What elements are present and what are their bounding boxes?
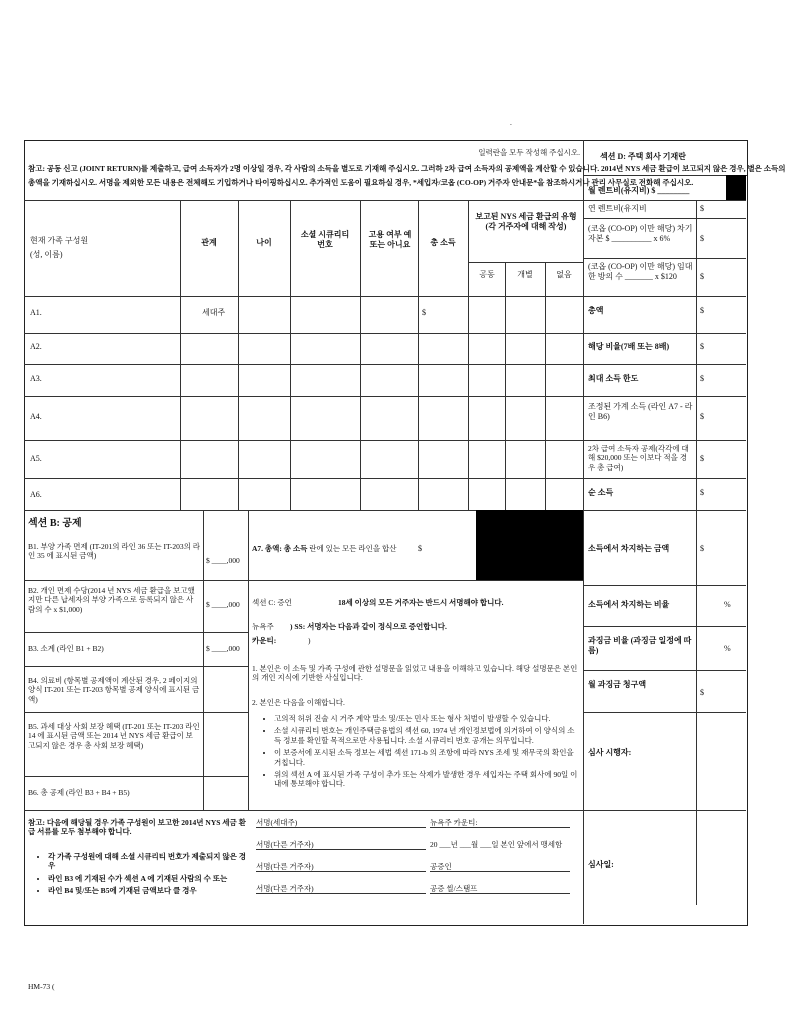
header-individual: 개별 (517, 270, 533, 279)
rule (583, 296, 746, 297)
row-label: A3. (30, 374, 42, 383)
a7-label-rest: 란에 있는 모든 라인을 합산 (307, 544, 397, 553)
col-line (248, 510, 249, 810)
col-line (238, 200, 239, 510)
notary[interactable]: 공증인 (430, 862, 570, 872)
col-line (290, 200, 291, 510)
sig-date[interactable]: 20 ___년 ___월 ___일 본인 앞에서 맹세함 (430, 840, 563, 849)
sd-row-14[interactable]: 심사 시행자: (588, 748, 632, 757)
row-label: A4. (30, 412, 42, 421)
header-members: 현재 가족 구성원 (30, 236, 89, 245)
col-line (180, 200, 181, 510)
header-total-income: 총 소득 (430, 238, 456, 247)
sd-dollar[interactable]: $ (700, 454, 704, 463)
c-bullet: • 고의적 허위 진술 시 거주 계약 말소 및/또는 민사 또는 형사 처벌이 발생할 수 있습니다. (274, 714, 580, 723)
section-c-title-rest: 18세 이상의 모든 거주자는 반드시 서명해야 합니다. (338, 598, 504, 607)
top-dot: . (510, 118, 512, 127)
ny-county: 뉴욕주 (252, 622, 274, 631)
row-label: A5. (30, 454, 42, 463)
rule (24, 478, 583, 479)
sd-row-2[interactable]: (코옵 (CO-OP) 이만 해당) 차기자본 $ __________ x 6% (588, 224, 693, 243)
b2-amt[interactable]: $ ____,000 (206, 600, 240, 609)
c-bullet: • 소셜 시큐리티 번호는 개인주택금융법의 섹션 60, 1974 년 개인정보법에 의거하여 이 양식의 소득 정보를 확인할 목적으로만 사용됩니다. 소셜 시큐리티 번호 공개는 의무입니다. (274, 726, 580, 745)
header-employed: 고용 여부 예 또는 아니요 (368, 230, 412, 249)
a7-label-bold: A7. 총액: 총 소득 (252, 544, 308, 553)
rule (248, 580, 583, 581)
form-code: HM-73 ( (28, 982, 55, 991)
sd-dollar[interactable]: $ (700, 544, 704, 553)
bottom-bullet: • 라인 B4 및/또는 B5에 기재된 금액보다 클 경우 (48, 886, 248, 895)
col-line (203, 510, 204, 810)
c-item-1: 1. 본인은 이 소득 및 가족 구성에 관한 설명문을 읽었고 내용을 이해하고 있습니다. 해당 설명문은 본인의 개인 지식에 기반한 사실입니다. (252, 664, 578, 683)
rule (24, 200, 583, 201)
c-item-2: 2. 본인은 다음을 이해합니다. (252, 698, 345, 707)
section-b-title: 섹션 B: 공제 (28, 518, 82, 529)
notary-seal[interactable]: 공증 씰/스탬프 (430, 884, 570, 894)
rule (583, 258, 746, 259)
a7-dollar[interactable]: $ (418, 544, 422, 553)
sd-row-11: 소득에서 차지하는 비율 (588, 600, 670, 609)
header-none: 없음 (556, 270, 572, 279)
sd-percent[interactable]: % (724, 644, 731, 653)
sd-row-8: 2차 급여 소득자 공제(각각에 대해 $20,000 또는 이보다 적을 경우 총 급여) (588, 444, 689, 472)
sd-dollar[interactable]: $ (700, 374, 704, 383)
sd-dollar[interactable]: $ (700, 342, 704, 351)
row-income[interactable]: $ (422, 308, 426, 317)
sd-row-7: 조정된 가계 소득 (라인 A7 - 라인 B6) (588, 402, 693, 421)
row-label: A6. (30, 490, 42, 499)
rule (583, 364, 746, 365)
row-label: A1. (30, 308, 42, 317)
rule (24, 810, 583, 811)
sd-row-10: 소득에서 차지하는 금액 (588, 544, 670, 553)
sd-row-9: 순 소득 (588, 488, 614, 497)
black-block (476, 510, 583, 580)
b4: B4. 의료비 (항목별 공제액이 계산된 경우, 2 페이지의 양식 IT-201 또는 IT-203 항목별 공제 양식에 표시된 금액) (28, 676, 200, 704)
sd-row-6: 최대 소득 한도 (588, 374, 639, 383)
section-c-title: 섹션 C: 증언 (252, 598, 292, 607)
sig-other-1[interactable]: 서명(다른 거주자) (256, 840, 426, 850)
col-line (696, 200, 697, 905)
sd-row-3[interactable]: (코옵 (CO-OP) 이만 해당) 임대한 방의 수 _______ x $120 (588, 262, 693, 281)
bottom-bullet: • 라인 B3 에 기재된 수가 섹션 A 에 기재된 사람의 수 또는 (48, 874, 248, 883)
sd-row-15[interactable]: 심사일: (588, 860, 614, 869)
sd-dollar[interactable]: $ (700, 688, 704, 697)
b6: B6. 총 공제 (라인 B3 + B4 + B5) (28, 788, 130, 797)
sd-dollar[interactable]: $ (700, 272, 704, 281)
rule (583, 175, 747, 176)
rule (583, 478, 746, 479)
rule (583, 200, 746, 201)
header-joint: 공동 (479, 270, 495, 279)
black-block (726, 175, 746, 201)
b1: B1. 부양 가족 면제 (IT-201의 라인 36 또는 IT-203의 라인 35 에 표시된 금액) (28, 542, 200, 561)
sig-head[interactable]: 서명(세대주) (256, 818, 426, 828)
col-line (545, 262, 546, 510)
rule (583, 670, 746, 671)
note-line-1: 참고: 공동 신고 (JOINT RETURN)를 제출하고, 급여 소득자가 2명 이상일 경우, 각 사람의 소득을 별도로 기재해 주십시오. 그러하 2차 급여 소득자의 공제액을 계산할 수 있습니다. 2014년 NYS 세금 환급이 보고되지 않은 경우, 별은 소득의 (28, 164, 786, 173)
rule (468, 262, 583, 263)
rule (24, 580, 248, 581)
c-bullets (260, 714, 580, 792)
col-line (468, 200, 469, 510)
bottom-bullet: • 각 가족 구성원에 대해 소셜 시큐리티 번호가 제출되지 않은 경우 (48, 852, 248, 871)
rule (583, 585, 746, 586)
col-line (418, 200, 419, 510)
row-relation[interactable]: 세대주 (202, 308, 226, 317)
col-line (360, 200, 361, 510)
b1-amt[interactable]: $ ____,000 (206, 556, 240, 565)
sig-head-right[interactable]: 뉴욕주 카운티: (430, 818, 570, 828)
sd-row-12: 과징금 비율 (과징금 일정에 따름) (588, 636, 692, 655)
col-line (505, 262, 506, 510)
sd-dollar[interactable]: $ (700, 204, 704, 213)
c-bullet: • 위의 섹션 A 에 표시된 가족 구성이 추가 또는 삭제가 발생한 경우 세입자는 주택 회사에 90일 이내에 통보해야 합니다. (274, 770, 580, 789)
sd-dollar[interactable]: $ (700, 412, 704, 421)
county: 카운티: (252, 636, 277, 645)
note-line-2: 총액을 기재하십시오. 서명을 제외한 모든 내용은 전체해도 기입하거나 타이핑하십시오. 추가적인 도움이 필요하실 경우, *세입자/코옵 (CO-OP) 거주자 안내문*을 참조하시거나 관리 사무실로 전화해 주십시오. (28, 178, 694, 187)
header-relation: 관계 (201, 238, 217, 247)
paren: ) (308, 636, 311, 645)
b3: B3. 소계 (라인 B1 + B2) (28, 644, 104, 653)
rule (24, 333, 583, 334)
rule (24, 712, 248, 713)
rule (24, 776, 248, 777)
bottom-note-title: 참고: 다음에 해당될 경우 가족 구성원이 보고한 2014년 NYS 세금 환급 서류를 모두 첨부해야 합니다. (28, 818, 246, 837)
header-age: 나이 (256, 238, 272, 247)
b5: B5. 과세 대상 사회 보장 혜택 (IT-201 또는 IT-203 라인 14 에 표시된 금액 또는 2014 년 NYS 세금 환급이 보고되지 않은 경우 총 사회 보장 혜택) (28, 722, 200, 750)
rule (24, 396, 583, 397)
note-top-right: 일력란을 모두 작성해 주십시오. (478, 148, 580, 157)
section-d-title: 섹션 D: 주택 회사 기재란 (600, 152, 686, 161)
rule (24, 632, 248, 633)
sd-row-13: 월 과징금 청구액 (588, 680, 647, 689)
sig-other-3[interactable]: 서명(다른 거주자) (256, 884, 426, 894)
rule (24, 510, 746, 511)
sd-row-1: 연 렌트비(유지비 (588, 204, 647, 213)
header-reported: 보고된 NYS 세금 환급의 유형 (각 거주자에 대해 작성) (475, 212, 577, 231)
sd-row-0[interactable]: 월 렌트비(유지비) $ ________ (588, 186, 690, 195)
header-members-sub: (성, 이름) (30, 250, 63, 259)
sig-other-2[interactable]: 서명(다른 거주자) (256, 862, 426, 872)
rule (583, 218, 746, 219)
rule (583, 396, 746, 397)
b2: B2. 개인 면제 수당(2014 년 NYS 세금 환급을 보고했지만 다른 납세자의 부양 가족으로 등록되지 않은 사람의 수 x $1,000) (28, 586, 195, 614)
sd-dollar[interactable]: $ (700, 306, 704, 315)
rule (24, 364, 583, 365)
rule (583, 440, 746, 441)
rule (24, 296, 583, 297)
rule (583, 810, 746, 811)
bottom-note-bullets (34, 852, 248, 899)
sd-dollar[interactable]: $ (700, 488, 704, 497)
b3-amt[interactable]: $ ____,000 (206, 644, 240, 653)
rule (583, 333, 746, 334)
sd-percent[interactable]: % (724, 600, 731, 609)
rule (24, 440, 583, 441)
rule (583, 712, 746, 713)
header-ssn: 소셜 시큐리티 번호 (300, 230, 350, 249)
sd-row-4: 총액 (588, 306, 604, 315)
ss-line: ) SS: 서명자는 다음과 같이 정식으로 증언합니다. (290, 622, 447, 631)
sd-dollar[interactable]: $ (700, 234, 704, 243)
row-label: A2. (30, 342, 42, 351)
rule (24, 666, 248, 667)
rule (583, 626, 746, 627)
c-bullet: • 이 보증서에 포시된 소득 정보는 세법 섹션 171-b 의 조항에 따라 NYS 조세 및 재무국의 확인을 거칩니다. (274, 748, 580, 767)
a7-label (252, 544, 396, 553)
sd-row-5: 해당 비율(7배 또는 8배) (588, 342, 670, 351)
